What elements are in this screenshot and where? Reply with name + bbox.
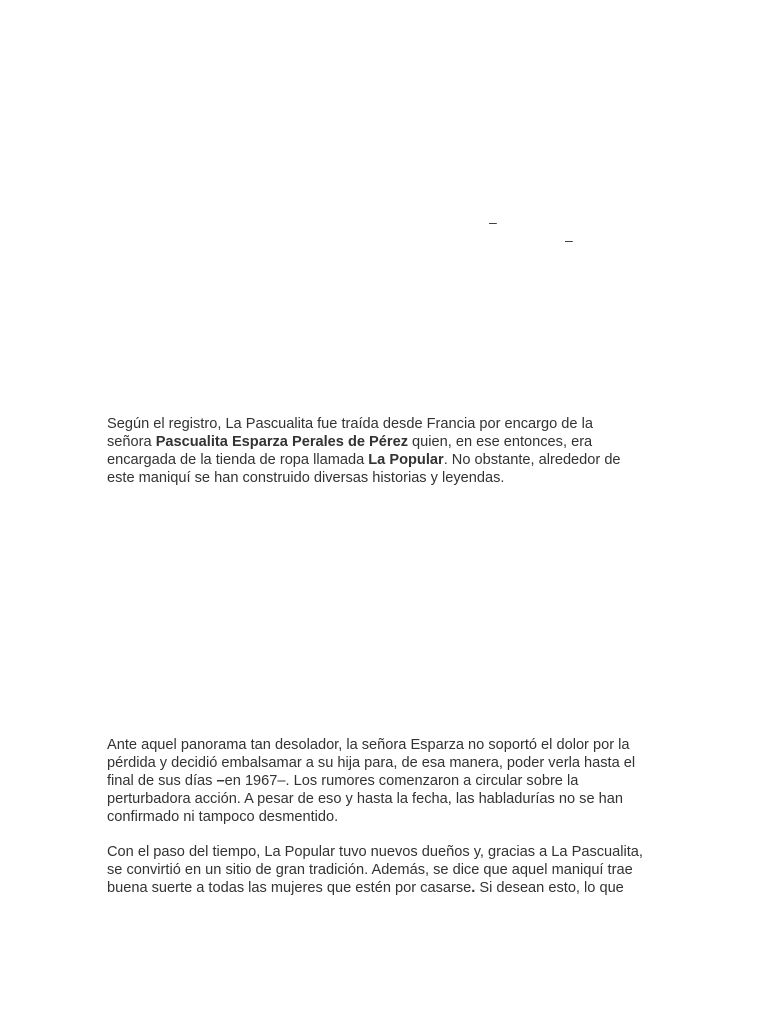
text-segment: señora bbox=[107, 434, 156, 450]
text-segment: encargada de la tienda de ropa llamada bbox=[107, 452, 369, 468]
text-segment: se convirtió en un sitio de gran tradición. Además, se dice que aquel maniquí trae bbox=[107, 862, 633, 878]
paragraph-tradition bbox=[107, 843, 667, 897]
text-segment: perturbadora acción. A pesar de eso y hasta la fecha, las habladurías no se han bbox=[107, 791, 623, 807]
text-segment: . No obstante, alrededor de bbox=[443, 452, 621, 468]
text-segment: Con el paso del tiempo, La Popular tuvo nuevos dueños y, gracias a La Pascualita, bbox=[107, 844, 643, 860]
text-segment: quien, en ese entonces, era bbox=[408, 434, 593, 450]
text-segment: confirmado ni tampoco desmentido. bbox=[107, 809, 339, 825]
text-segment: Ante aquel panorama tan desolador, la señora Esparza no soportó el dolor por la bbox=[107, 737, 630, 753]
text-segment: este maniquí se han construido diversas historias y leyendas. bbox=[107, 470, 505, 486]
text-segment: en 1967–. Los rumores comenzaron a circular sobre la bbox=[224, 773, 579, 789]
paragraph-embalming bbox=[107, 736, 667, 826]
em-dash-mark: – bbox=[489, 214, 497, 230]
paragraph-origin bbox=[107, 415, 667, 487]
text-segment: pérdida y decidió embalsamar a su hija para, de esa manera, poder verla hasta el bbox=[107, 755, 636, 771]
bold-dash: – bbox=[216, 773, 225, 789]
bold-name: Pascualita Esparza Perales de Pérez bbox=[155, 434, 408, 450]
text-segment: final de sus días bbox=[107, 773, 217, 789]
text-segment: Si desean esto, lo que bbox=[475, 880, 624, 896]
bold-period: . bbox=[471, 880, 476, 896]
text-segment: buena suerte a todas las mujeres que estén por casarse bbox=[107, 880, 472, 896]
text-segment: Según el registro, La Pascualita fue traída desde Francia por encargo de la bbox=[107, 416, 593, 432]
bold-store-name: La Popular bbox=[368, 452, 444, 468]
em-dash-mark: – bbox=[565, 232, 573, 248]
